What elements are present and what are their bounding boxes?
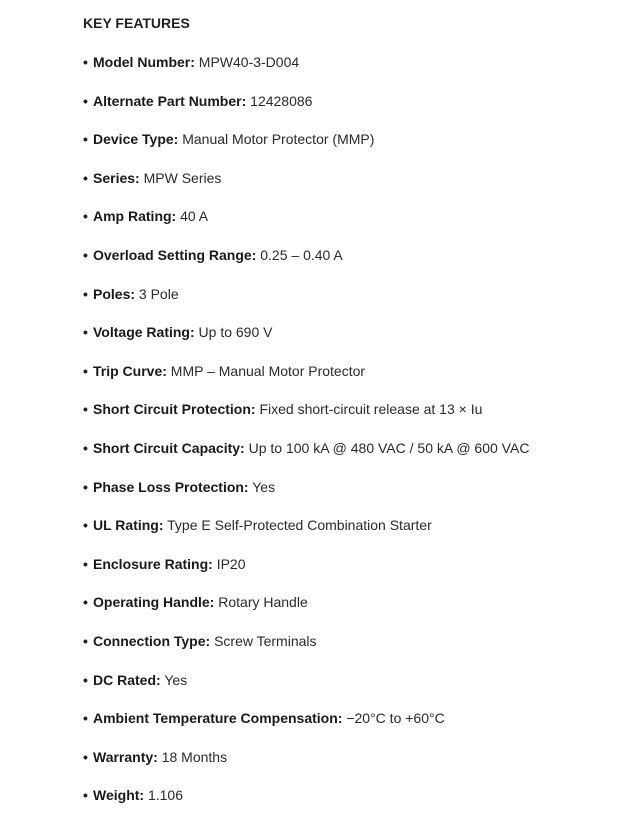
bullet: • — [83, 748, 88, 765]
feature-label: Poles: — [93, 285, 136, 302]
feature-value: Screw Terminals — [214, 632, 317, 649]
bullet: • — [83, 594, 88, 611]
feature-label: UL Rating: — [93, 517, 164, 534]
feature-label: Device Type: — [93, 131, 179, 148]
feature-item — [83, 670, 529, 709]
bullet: • — [83, 208, 88, 225]
feature-item — [83, 747, 529, 786]
feature-label: Series: — [93, 169, 140, 186]
feature-item — [83, 245, 529, 284]
feature-label: Weight: — [93, 787, 145, 804]
feature-item — [83, 515, 529, 554]
feature-value: MPW40-3-D004 — [198, 54, 300, 70]
feature-value: IP20 — [216, 555, 246, 572]
feature-item — [83, 129, 529, 168]
feature-value: 1.106 — [147, 787, 184, 804]
bullet: • — [83, 787, 88, 804]
bullet: • — [83, 439, 88, 456]
feature-value: −20°C to +60°C — [346, 710, 445, 727]
feature-value: Fixed short-circuit release at 13 × Iu — [259, 401, 483, 418]
key-features-section — [83, 13, 613, 804]
feature-item — [83, 284, 529, 323]
bullet: • — [83, 362, 88, 379]
feature-label: Alternate Part Number: — [93, 92, 247, 109]
feature-label: Voltage Rating: — [93, 324, 195, 341]
bullet: • — [83, 710, 88, 727]
feature-label: Model Number: — [93, 54, 195, 70]
feature-item — [83, 631, 529, 670]
bullet: • — [83, 285, 88, 302]
feature-item — [83, 708, 529, 747]
feature-label: Amp Rating: — [93, 208, 177, 225]
feature-item — [83, 322, 529, 361]
feature-value: 0.25 – 0.40 A — [260, 246, 343, 263]
bullet: • — [83, 92, 88, 109]
feature-value: 40 A — [180, 208, 209, 225]
feature-item — [83, 206, 529, 245]
feature-value: MMP – Manual Motor Protector — [170, 362, 366, 379]
feature-item — [83, 592, 529, 631]
feature-value: 12428086 — [250, 92, 313, 109]
features-list — [83, 52, 529, 824]
bullet: • — [83, 555, 88, 572]
feature-item — [83, 477, 529, 516]
feature-item — [83, 91, 529, 130]
bullet: • — [83, 131, 88, 148]
feature-label: Ambient Temperature Compensation: — [93, 710, 343, 727]
feature-value: Manual Motor Protector (MMP) — [182, 131, 375, 148]
bullet: • — [83, 324, 88, 341]
bullet: • — [83, 246, 88, 263]
bullet: • — [83, 169, 88, 186]
feature-value: Up to 100 kA @ 480 VAC / 50 kA @ 600 VAC — [248, 439, 530, 456]
section-heading: KEY FEATURES — [83, 15, 190, 31]
feature-label: Trip Curve: — [93, 362, 167, 379]
bullet: • — [83, 671, 88, 688]
feature-value: Type E Self-Protected Combination Starter — [167, 517, 432, 534]
bullet: • — [83, 401, 88, 418]
feature-value: MPW Series — [143, 169, 222, 186]
feature-label: Warranty: — [93, 748, 158, 765]
feature-label: Enclosure Rating: — [93, 555, 213, 572]
feature-item — [83, 52, 529, 91]
feature-label: DC Rated: — [93, 671, 161, 688]
bullet: • — [83, 478, 88, 495]
bullet: • — [83, 54, 88, 70]
feature-value: Yes — [252, 478, 276, 495]
feature-value: Rotary Handle — [218, 594, 308, 611]
feature-item — [83, 168, 529, 207]
feature-item — [83, 438, 529, 477]
feature-label: Connection Type: — [93, 632, 211, 649]
bullet: • — [83, 517, 88, 534]
feature-value: 18 Months — [161, 748, 228, 765]
feature-value: 3 Pole — [138, 285, 179, 302]
feature-value: Yes — [164, 671, 188, 688]
feature-item — [83, 361, 529, 400]
feature-item — [83, 399, 529, 438]
feature-item — [83, 554, 529, 593]
bullet: • — [83, 632, 88, 649]
feature-item — [83, 785, 529, 824]
feature-label: Short Circuit Protection: — [93, 401, 256, 418]
feature-label: Operating Handle: — [93, 594, 215, 611]
feature-label: Phase Loss Protection: — [93, 478, 249, 495]
feature-label: Overload Setting Range: — [93, 246, 257, 263]
feature-label: Short Circuit Capacity: — [93, 439, 245, 456]
feature-value: Up to 690 V — [198, 324, 273, 341]
